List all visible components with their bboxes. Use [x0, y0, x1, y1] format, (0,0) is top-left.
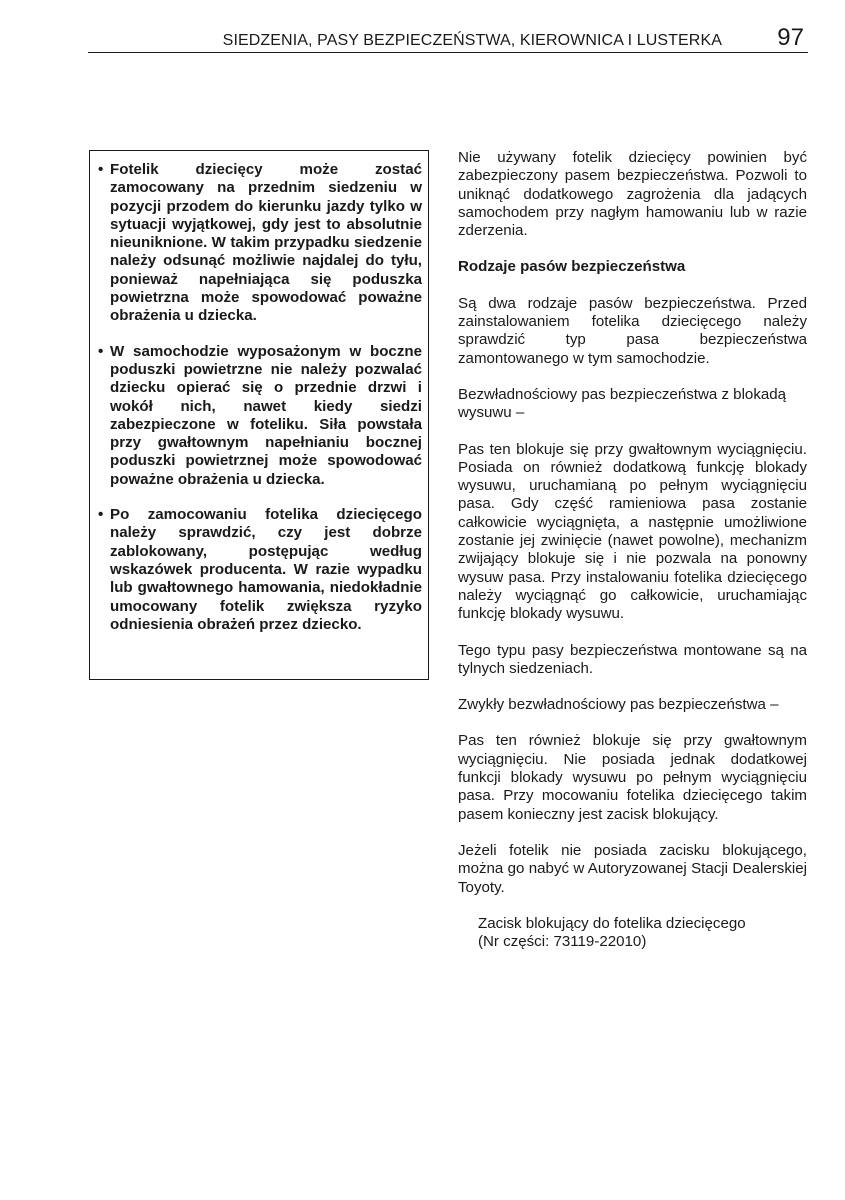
body-column	[458, 149, 807, 969]
caution-text: Po zamocowaniu fotelika dziecięcego należy sprawdzić, czy jest dobrze zablokowany, postępując według wskazówek producenta. W razie wypadku lub gwałtownego hamowania, niedokładnie umocowany fotelik zwiększa ryzyko odniesienia obrażeń przez dziecko.	[110, 506, 422, 633]
page-header	[88, 26, 808, 53]
section-title: SIEDZENIA, PASY BEZPIECZEŃSTWA, KIEROWNICA I LUSTERKA	[222, 32, 722, 49]
caution-item	[98, 343, 422, 489]
paragraph-two-types: Są dwa rodzaje pasów bezpieczeństwa. Przed zainstalowaniem fotelika dziecięcego należy sprawdzić typ pasa bezpieczeństwa zamontowanego w tym samochodzie.	[458, 294, 807, 367]
paragraph-elr-description: Pas ten również blokuje się przy gwałtownym wyciągnięciu. Nie posiada jednak dodatkowej funkcji blokady wysuwu po pełnym wyciągnięciu pasa. Przy mocowaniu fotelika dziecięcego takim pasem konieczny jest zacisk blokujący.	[458, 732, 807, 823]
subheading-belt-types: Rodzaje pasów bezpieczeństwa	[458, 258, 686, 276]
paragraph-elr-alr-title: Bezwładnościowy pas bezpieczeństwa z blokadą wysuwu –	[458, 385, 787, 422]
bullet-icon: •	[98, 161, 104, 178]
caution-box	[89, 150, 429, 680]
caution-text: Fotelik dziecięcy może zostać zamocowany na przednim siedzeniu w pozycji przodem do kierunku jazdy tylko w sytuacji wyjątkowej, gdy jest to absolutnie nieuniknione. W takim przypadku siedzenie należy odsunąć możliwie najdalej do tyłu, ponieważ napełniająca się poduszka powietrzna może spowodować poważne obrażenia u dziecka.	[110, 161, 422, 325]
paragraph-elr-alr-description: Pas ten blokuje się przy gwałtownym wyciągnięciu. Posiada on również dodatkową funkcję blokady wysuwu, uruchamianą po pełnym wyciągnięciu pasa. Gdy część ramieniowa pasa zostanie całkowicie wyciągnięta, a następnie umożliwione zostanie jej zwinięcie (nawet powolne), mechanizm zwijający blokuje się i nie pozwala na ponowny wysuw pasa. Przy instalowaniu fotelika dziecięcego należy wyciągnąć go całkowicie, uruchamiając funkcję blokady wysuwu.	[458, 440, 807, 623]
caution-item	[98, 506, 422, 634]
part-number-note	[458, 915, 807, 952]
paragraph-locking-clip: Jeżeli fotelik nie posiada zacisku blokującego, można go nabyć w Autoryzowanej Stacji Dealerskiej Toyoty.	[458, 841, 807, 896]
paragraph-elr-title: Zwykły bezwładnościowy pas bezpieczeństwa –	[458, 696, 779, 714]
page-number: 97	[777, 24, 804, 51]
bullet-icon: •	[98, 342, 104, 360]
bullet-icon: •	[98, 506, 104, 524]
paragraph-unused-seat: Nie używany fotelik dziecięcy powinien być zabezpieczony pasem bezpieczeństwa. Pozwoli to uniknąć dodatkowego zagrożenia dla jadących samochodem przy nagłym hamowaniu lub w razie zderzenia.	[458, 149, 807, 240]
paragraph-rear-seats: Tego typu pasy bezpieczeństwa montowane są na tylnych siedzeniach.	[458, 641, 807, 677]
part-name: Zacisk blokujący do fotelika dziecięcego	[478, 914, 746, 932]
part-number: (Nr części: 73119-22010)	[478, 933, 647, 951]
caution-text: W samochodzie wyposażonym w boczne poduszki powietrzne nie należy pozwalać dziecku opierać się o przednie drzwi i wokół nich, nawet kiedy siedzi zabezpieczone w foteliku. Siła powstała przy gwałtownym napełnianiu bocznej poduszki powietrznej może spowodować poważne obrażenia u dziecka.	[110, 342, 422, 488]
caution-item	[98, 161, 422, 326]
